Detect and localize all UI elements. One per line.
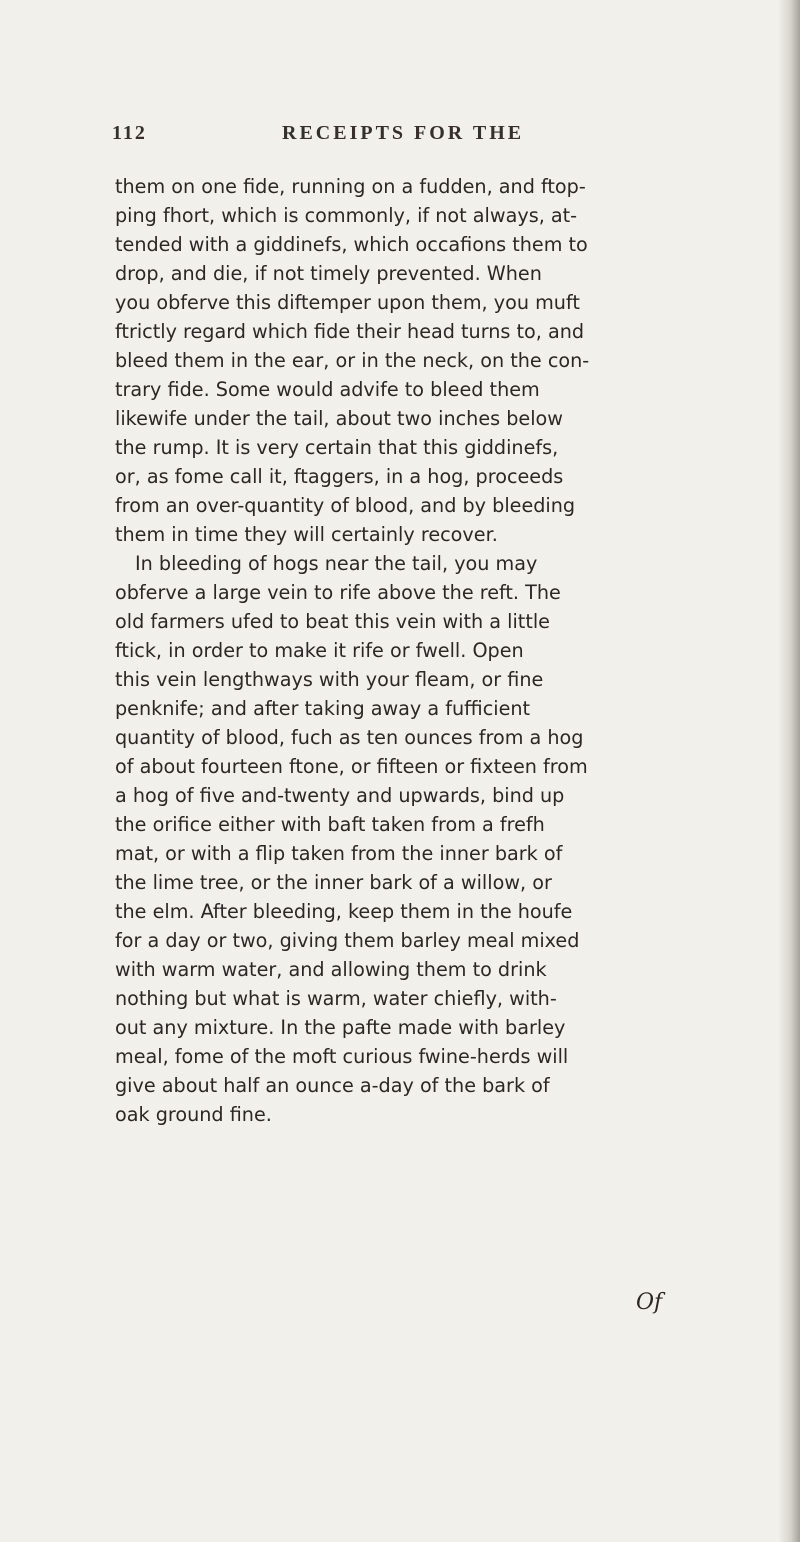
text-line: penknife; and after taking away a fufficient xyxy=(115,697,531,720)
text-line: old farmers ufed to beat this vein with a little xyxy=(115,610,550,633)
text-line: of about fourteen ftone, or fifteen or fixteen from xyxy=(115,755,588,778)
text-line: them on one fide, running on a fudden, and ftop- xyxy=(115,175,586,198)
page-number: 112 xyxy=(112,122,147,144)
binding-edge-shadow xyxy=(778,0,800,1542)
text-line: the lime tree, or the inner bark of a willow, or xyxy=(115,871,552,894)
text-line: give about half an ounce a-day of the bark of xyxy=(115,1074,550,1097)
body-text xyxy=(115,172,695,1129)
text-line: tended with a giddinefs, which occafions them to xyxy=(115,233,588,256)
text-line: the orifice either with baft taken from a frefh xyxy=(115,813,545,836)
text-line: them in time they will certainly recover. xyxy=(115,523,498,546)
text-line: meal, fome of the moft curious fwine-herds will xyxy=(115,1045,569,1068)
text-line: ftick, in order to make it rife or fwell. Open xyxy=(115,639,524,662)
text-line: oak ground fine. xyxy=(115,1103,272,1126)
text-line: quantity of blood, fuch as ten ounces from a hog xyxy=(115,726,584,749)
text-line: from an over-quantity of blood, and by bleeding xyxy=(115,494,576,517)
text-line: the rump. It is very certain that this giddinefs, xyxy=(115,436,559,459)
text-line: likewife under the tail, about two inches below xyxy=(115,407,563,430)
text-line: this vein lengthways with your fleam, or fine xyxy=(115,668,544,691)
text-line: nothing but what is warm, water chiefly, with- xyxy=(115,987,557,1010)
text-line: the elm. After bleeding, keep them in the houfe xyxy=(115,900,573,923)
text-line: trary fide. Some would advife to bleed them xyxy=(115,378,540,401)
text-line: drop, and die, if not timely prevented. When xyxy=(115,262,542,285)
text-line: obferve a large vein to rife above the reft. The xyxy=(115,581,561,604)
text-line-paragraph-start: In bleeding of hogs near the tail, you may xyxy=(135,552,538,575)
text-line: or, as fome call it, ftaggers, in a hog, proceeds xyxy=(115,465,564,488)
text-line: with warm water, and allowing them to drink xyxy=(115,958,547,981)
text-line: for a day or two, giving them barley meal mixed xyxy=(115,929,580,952)
text-line: bleed them in the ear, or in the neck, on the con- xyxy=(115,349,590,372)
text-line: ping fhort, which is commonly, if not always, at- xyxy=(115,204,578,227)
catchword: Of xyxy=(636,1290,663,1315)
running-head xyxy=(112,122,684,150)
text-line: a hog of five and-twenty and upwards, bind up xyxy=(115,784,565,807)
running-head-title: RECEIPTS FOR THE xyxy=(282,122,525,144)
text-line: you obferve this diftemper upon them, you muft xyxy=(115,291,580,314)
text-line: out any mixture. In the pafte made with barley xyxy=(115,1016,566,1039)
text-line: ftrictly regard which fide their head turns to, and xyxy=(115,320,585,343)
text-line: mat, or with a flip taken from the inner bark of xyxy=(115,842,563,865)
